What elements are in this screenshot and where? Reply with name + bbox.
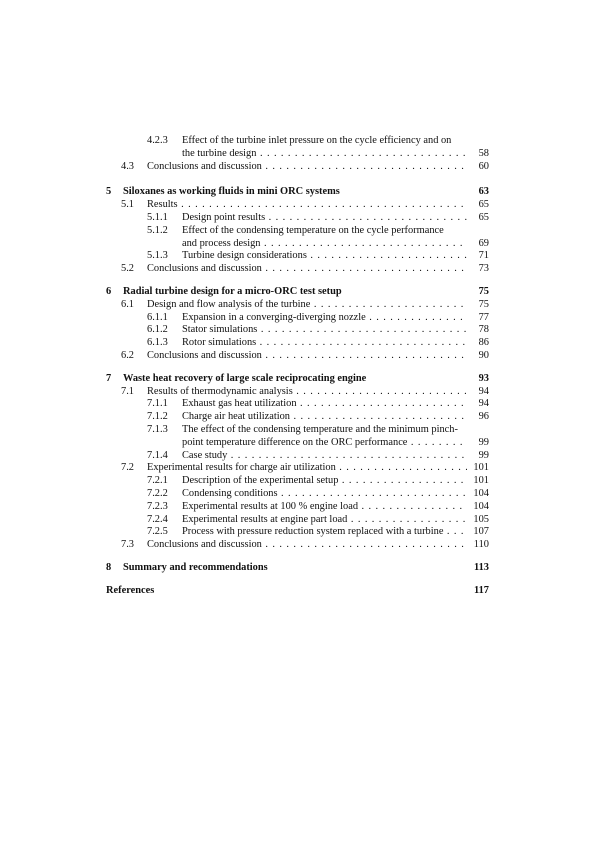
toc-references-title: References bbox=[106, 584, 155, 596]
toc-entry-title: Expansion in a converging-diverging nozzle . . . bbox=[182, 312, 467, 325]
toc-entry-title: Charge air heat utilization . . . bbox=[182, 411, 467, 424]
toc-entry-number: 6.1.1 bbox=[147, 311, 168, 323]
toc-entry-4-2-3[interactable] bbox=[106, 135, 489, 148]
toc-chapter-number: 7 bbox=[106, 372, 112, 384]
toc-chapter-7[interactable] bbox=[106, 373, 489, 386]
toc-entry-6-1-1[interactable] bbox=[106, 312, 489, 325]
toc-page-number: 110 bbox=[473, 539, 489, 551]
toc-page-number: 73 bbox=[478, 263, 489, 275]
toc-page-number: 117 bbox=[473, 584, 489, 596]
toc-entry-number: 5.1.3 bbox=[147, 250, 168, 262]
toc-entry-7-1-3[interactable] bbox=[106, 424, 489, 437]
toc-page-number: 90 bbox=[478, 349, 489, 361]
toc-entry-7-2-1[interactable] bbox=[106, 475, 489, 488]
toc-entry-number: 7.1 bbox=[121, 385, 134, 397]
toc-entry-number: 7.3 bbox=[121, 539, 134, 551]
toc-entry-title: Effect of the turbine inlet pressure on the cycle efficiency and on bbox=[182, 135, 452, 146]
toc-entry-number: 7.2.3 bbox=[147, 500, 168, 512]
toc-page-number: 65 bbox=[478, 199, 489, 211]
toc-entry-number: 5.1 bbox=[121, 199, 134, 211]
toc-entry-number: 5.1.2 bbox=[147, 224, 168, 236]
toc-page-number: 93 bbox=[478, 372, 489, 384]
toc-page-number: 94 bbox=[478, 385, 489, 397]
toc-page-number: 60 bbox=[478, 160, 489, 172]
toc-entry-7-1-2[interactable] bbox=[106, 411, 489, 424]
toc-entry-number: 4.2.3 bbox=[147, 135, 168, 146]
toc-entry-number: 5.2 bbox=[121, 263, 134, 275]
toc-entry-5-1-3[interactable] bbox=[106, 250, 489, 263]
toc-entry-title: Experimental results at 100 % engine load . . . bbox=[182, 501, 467, 514]
toc-entry-title: Design and flow analysis of the turbine . . . bbox=[147, 299, 467, 312]
toc-chapter-number: 6 bbox=[106, 285, 112, 297]
toc-entry-number: 6.1 bbox=[121, 298, 134, 310]
toc-entry-number: 6.2 bbox=[121, 349, 134, 361]
toc-page-number: 71 bbox=[478, 250, 489, 262]
toc-page-number: 104 bbox=[473, 500, 489, 512]
toc-page-number: 101 bbox=[473, 475, 489, 487]
toc-entry-title: Rotor simulations . . . bbox=[182, 337, 467, 350]
toc-entry-number: 7.1.4 bbox=[147, 449, 168, 461]
toc-page-number: 107 bbox=[473, 526, 489, 538]
toc-references[interactable] bbox=[106, 585, 489, 598]
toc-page-number: 58 bbox=[478, 147, 489, 159]
toc-entry-title: Experimental results for charge air utilization . . . bbox=[147, 462, 467, 475]
toc-entry-title: Conclusions and discussion . . . bbox=[147, 161, 467, 174]
toc-page-number: 75 bbox=[478, 298, 489, 310]
toc-chapter-title: Summary and recommendations bbox=[123, 561, 268, 573]
toc-page-number: 69 bbox=[478, 237, 489, 249]
toc-entry-7-1-3-cont[interactable] bbox=[106, 437, 489, 450]
toc-entry-number: 6.1.3 bbox=[147, 337, 168, 349]
toc-entry-title: Conclusions and discussion . . . bbox=[147, 263, 467, 276]
toc-page-number: 99 bbox=[478, 436, 489, 448]
toc-entry-title: The effect of the condensing temperature and the minimum pinch- bbox=[182, 423, 458, 435]
toc-entry-title: Conclusions and discussion . . . bbox=[147, 350, 467, 363]
toc-page-number: 77 bbox=[478, 311, 489, 323]
toc-entry-5-1-2-cont[interactable] bbox=[106, 238, 489, 251]
toc-chapter-title: Waste heat recovery of large scale reciprocating engine bbox=[123, 372, 367, 384]
toc-entry-number: 7.2.1 bbox=[147, 475, 168, 487]
toc-chapter-8[interactable] bbox=[106, 562, 489, 575]
toc-entry-title: Case study . . . bbox=[182, 450, 467, 463]
toc-chapter-number: 5 bbox=[106, 186, 112, 198]
toc-entry-7-1-4[interactable] bbox=[106, 450, 489, 463]
toc-entry-number: 5.1.1 bbox=[147, 211, 168, 223]
toc-entry-number: 6.1.2 bbox=[147, 324, 168, 336]
toc-entry-7-2-2[interactable] bbox=[106, 488, 489, 501]
toc-entry-7-2-4[interactable] bbox=[106, 514, 489, 527]
toc-page-number: 86 bbox=[478, 337, 489, 349]
toc-entry-title-cont: point temperature difference on the ORC performance . . . bbox=[106, 437, 467, 450]
toc-entry-number: 7.1.2 bbox=[147, 411, 168, 423]
toc-page-number: 65 bbox=[478, 211, 489, 223]
toc-chapter-6[interactable] bbox=[106, 286, 489, 299]
toc-entry-number: 7.2.5 bbox=[147, 526, 168, 538]
toc-entry-number: 4.3 bbox=[121, 160, 134, 172]
toc-entry-7-2-5[interactable] bbox=[106, 526, 489, 539]
toc-entry-number: 7.2.4 bbox=[147, 513, 168, 525]
toc-entry-4-3[interactable] bbox=[106, 161, 489, 174]
toc-entry-number: 7.1.3 bbox=[147, 423, 168, 435]
toc-entry-6-1-2[interactable] bbox=[106, 324, 489, 337]
toc-entry-number: 7.2.2 bbox=[147, 487, 168, 499]
toc-page-number: 99 bbox=[478, 449, 489, 461]
toc-entry-title-cont: the turbine design . . . bbox=[106, 148, 467, 161]
toc-entry-title: Results of thermodynamic analysis . . . bbox=[147, 386, 467, 399]
toc-entry-title: Condensing conditions . . . bbox=[182, 488, 467, 501]
toc-page-number: 78 bbox=[478, 324, 489, 336]
toc-entry-title: Design point results . . . bbox=[182, 212, 467, 225]
toc-chapter-5[interactable] bbox=[106, 186, 489, 199]
toc-page-number: 105 bbox=[473, 513, 489, 525]
toc-entry-title: Process with pressure reduction system replaced with a turbine . . . bbox=[182, 526, 467, 539]
toc-entry-7-3[interactable] bbox=[106, 539, 489, 552]
toc-entry-6-2[interactable] bbox=[106, 350, 489, 363]
toc-entry-5-1-1[interactable] bbox=[106, 212, 489, 225]
toc-chapter-title: Radial turbine design for a micro-ORC test setup bbox=[123, 285, 342, 297]
toc-entry-6-1[interactable] bbox=[106, 299, 489, 312]
toc-entry-title: Experimental results at engine part load . . . bbox=[182, 514, 467, 527]
toc-entry-title-cont: and process design . . . bbox=[106, 238, 467, 251]
toc-page-number: 104 bbox=[473, 487, 489, 499]
toc-page-number: 101 bbox=[473, 462, 489, 474]
toc-entry-title: Results . . . bbox=[147, 199, 467, 212]
toc-page-number: 94 bbox=[478, 398, 489, 410]
toc-entry-7-1-1[interactable] bbox=[106, 398, 489, 411]
toc-entry-title: Effect of the condensing temperature on the cycle performance bbox=[182, 224, 444, 236]
toc-entry-number: 7.1.1 bbox=[147, 398, 168, 410]
toc-entry-6-1-3[interactable] bbox=[106, 337, 489, 350]
toc-entry-5-1-2[interactable] bbox=[106, 225, 489, 238]
toc-page-number: 96 bbox=[478, 411, 489, 423]
table-of-contents bbox=[106, 135, 489, 598]
toc-page-number: 75 bbox=[478, 285, 489, 297]
toc-entry-7-2[interactable] bbox=[106, 462, 489, 475]
toc-entry-4-2-3-cont[interactable] bbox=[106, 148, 489, 161]
toc-entry-title: Description of the experimental setup . . . bbox=[182, 475, 467, 488]
toc-chapter-number: 8 bbox=[106, 561, 112, 573]
toc-entry-title: Stator simulations . . . bbox=[182, 324, 467, 337]
toc-entry-title: Turbine design considerations . . . bbox=[182, 250, 467, 263]
toc-entry-7-2-3[interactable] bbox=[106, 501, 489, 514]
toc-entry-title: Exhaust gas heat utilization . . . bbox=[182, 398, 467, 411]
toc-entry-5-2[interactable] bbox=[106, 263, 489, 276]
toc-entry-title: Conclusions and discussion . . . bbox=[147, 539, 467, 552]
toc-entry-5-1[interactable] bbox=[106, 199, 489, 212]
toc-page-number: 63 bbox=[478, 186, 489, 198]
toc-chapter-title: Siloxanes as working fluids in mini ORC systems bbox=[123, 186, 340, 198]
toc-page-number: 113 bbox=[473, 561, 489, 573]
toc-entry-number: 7.2 bbox=[121, 462, 134, 474]
toc-entry-7-1[interactable] bbox=[106, 386, 489, 399]
